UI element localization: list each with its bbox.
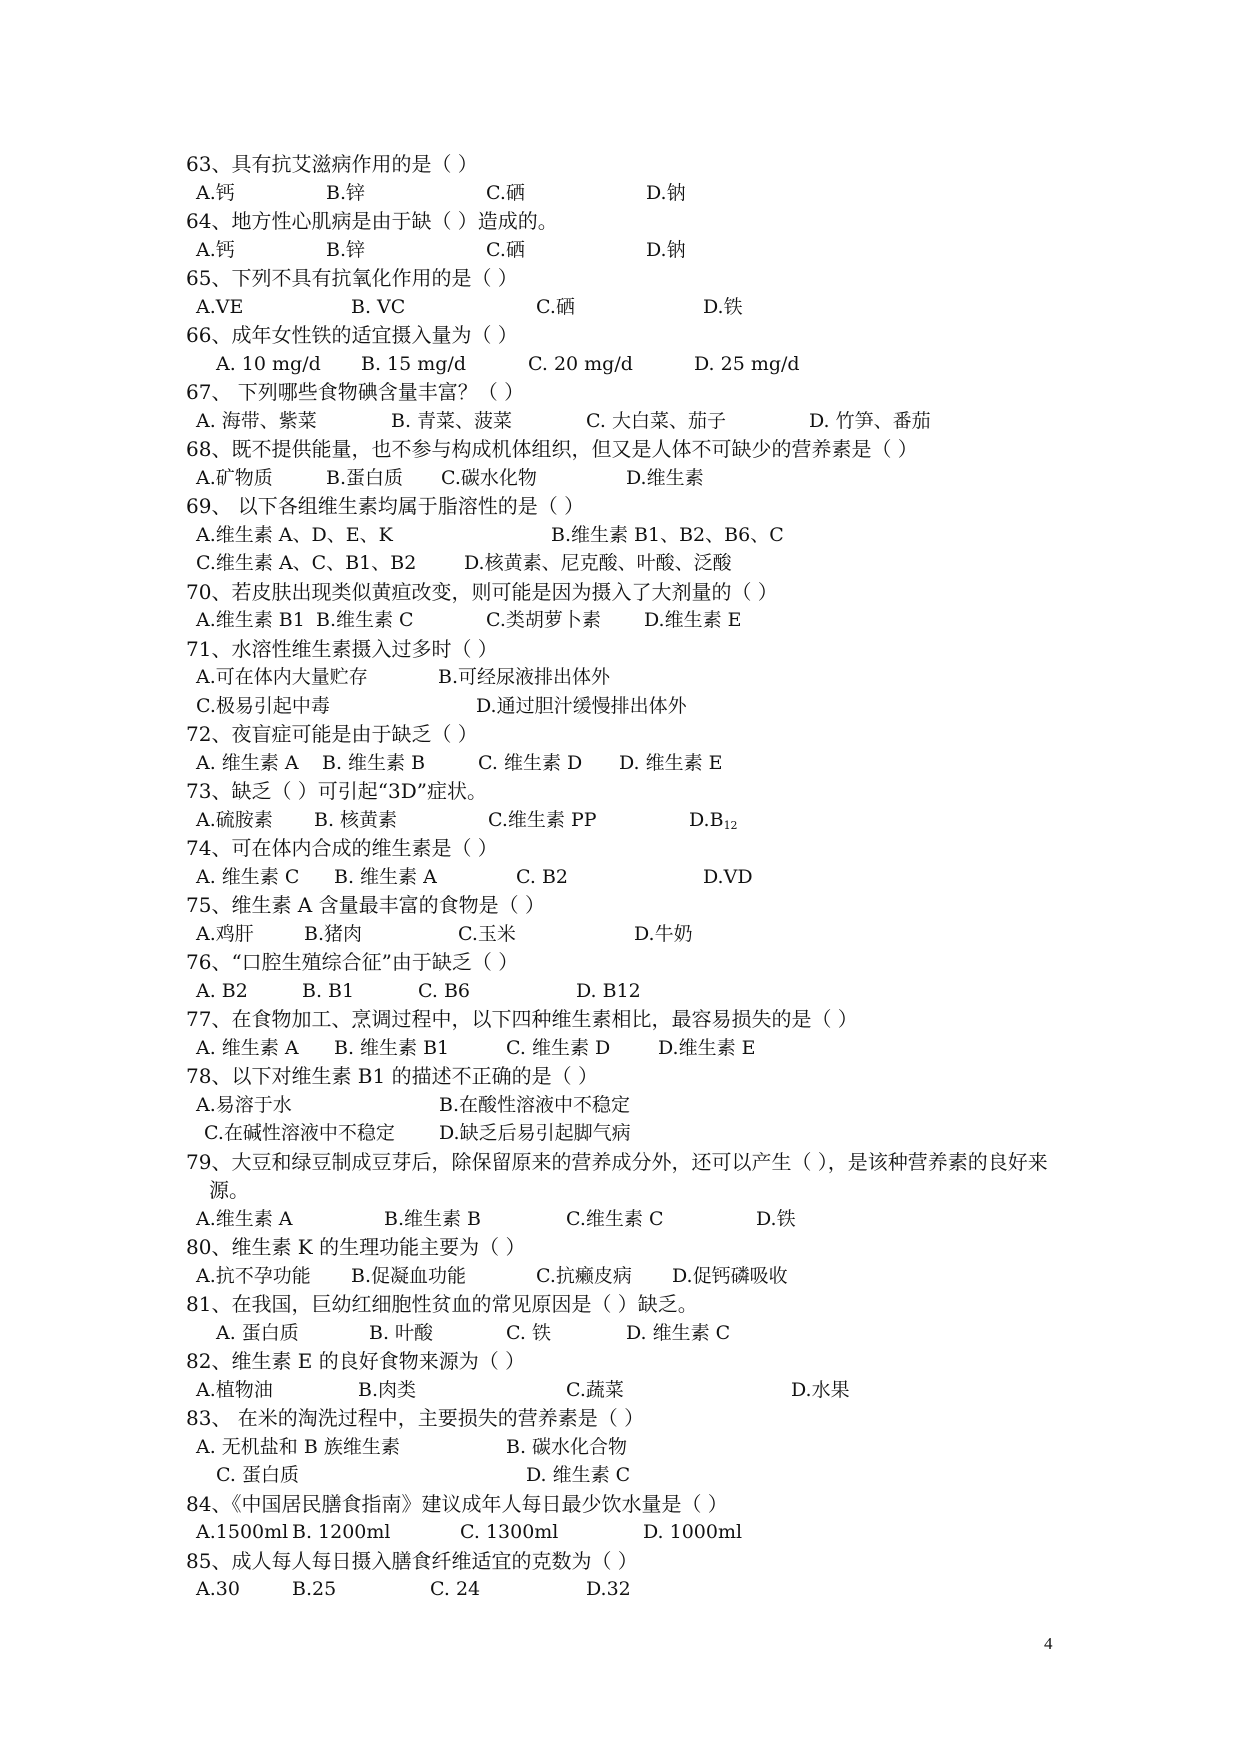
answer-option: D.水果 xyxy=(791,1378,850,1401)
answer-option: A.维生素 A、D、E、K xyxy=(196,523,393,546)
question-block xyxy=(186,1005,1066,1062)
question-block xyxy=(186,777,1066,834)
answer-option: A.钙 xyxy=(196,238,235,261)
option-line xyxy=(186,920,1066,949)
answer-option: C.硒 xyxy=(536,295,575,318)
question-block xyxy=(186,321,1066,378)
answer-option: D. 维生素 C xyxy=(626,1321,731,1344)
question-block xyxy=(186,150,1066,207)
option-line xyxy=(186,350,1066,379)
answer-option: D.核黄素、尼克酸、叶酸、泛酸 xyxy=(464,552,732,574)
option-line xyxy=(186,749,1066,778)
answer-option: D.钠 xyxy=(646,181,686,204)
answer-option: D.通过胆汁缓慢排出体外 xyxy=(476,694,687,717)
question-block xyxy=(186,834,1066,891)
option-line xyxy=(186,1319,1066,1348)
option-line xyxy=(186,293,1066,322)
option-line xyxy=(186,606,1066,635)
answer-option: C. 维生素 D xyxy=(506,1036,611,1059)
question-block xyxy=(186,891,1066,948)
answer-option: D.缺乏后易引起脚气病 xyxy=(439,1122,631,1144)
answer-option: $D.B_{12}$ xyxy=(689,808,738,832)
answer-option: A. 维生素 A xyxy=(196,1036,299,1059)
question-stem: 71、水溶性维生素摄入过多时（ ） xyxy=(186,636,498,661)
answer-option: B.维生素 C xyxy=(316,609,414,631)
subscript: 12 xyxy=(723,818,738,832)
question-stem: 77、在食物加工、烹调过程中，以下四种维生素相比，最容易损失的是（ ） xyxy=(186,1007,858,1031)
question-stem: 63、具有抗艾滋病作用的是（ ） xyxy=(186,152,478,176)
question-stem: 64、地方性心肌病是由于缺（ ）造成的。 xyxy=(186,209,558,233)
answer-option: C. 1300ml xyxy=(460,1521,559,1543)
answer-option: D.牛奶 xyxy=(634,922,693,945)
question-stem: 81、在我国，巨幼红细胞性贫血的常见原因是（ ）缺乏。 xyxy=(186,1292,698,1316)
option-line xyxy=(186,663,1066,692)
question-block xyxy=(186,1490,1066,1547)
answer-option: D.铁 xyxy=(703,295,743,318)
question-block xyxy=(186,264,1066,321)
answer-option: C.类胡萝卜素 xyxy=(486,609,601,631)
question-stem: 80、维生素 K 的生理功能主要为（ ） xyxy=(186,1235,526,1259)
answer-option: A. 10 mg/d xyxy=(216,352,321,375)
answer-option: A. 维生素 A xyxy=(196,751,299,774)
answer-option: D.维生素 E xyxy=(658,1036,756,1059)
question-block xyxy=(186,635,1066,721)
answer-option: B. 维生素 A xyxy=(334,865,437,888)
answer-option: C.硒 xyxy=(486,238,525,261)
answer-option: B.蛋白质 xyxy=(326,466,404,489)
question-stem: 66、成年女性铁的适宜摄入量为（ ） xyxy=(186,323,518,347)
question-stem: 76、“口腔生殖综合征”由于缺乏（ ） xyxy=(186,950,519,974)
page-number: 4 xyxy=(1044,1634,1053,1653)
question-stem: 75、维生素 A 含量最丰富的食物是（ ） xyxy=(186,893,545,917)
answer-option: A.1500ml xyxy=(196,1521,289,1543)
answer-option: A.维生素 A xyxy=(196,1207,293,1230)
answer-option: A.维生素 B1 xyxy=(196,609,305,631)
option-line xyxy=(186,1119,1066,1148)
answer-option: D.32 xyxy=(586,1578,631,1600)
answer-option: C.极易引起中毒 xyxy=(196,694,330,717)
option-line xyxy=(186,1433,1066,1462)
answer-option: D. B12 xyxy=(576,979,641,1002)
question-stem: 70、若皮肤出现类似黄疸改变，则可能是因为摄入了大剂量的（ ） xyxy=(186,579,778,604)
option-line xyxy=(186,1376,1066,1405)
answer-option: C.硒 xyxy=(486,181,525,204)
answer-option: C. 蛋白质 xyxy=(216,1464,299,1486)
answer-option: B. 维生素 B1 xyxy=(334,1036,450,1059)
option-line xyxy=(186,977,1066,1006)
question-stem: 65、下列不具有抗氧化作用的是（ ） xyxy=(186,266,518,290)
answer-option: A. 海带、紫菜 xyxy=(196,409,317,432)
answer-option: D.促钙磷吸收 xyxy=(672,1264,788,1287)
option-line xyxy=(186,806,1066,835)
answer-option: C.在碱性溶液中不稳定 xyxy=(204,1122,395,1144)
question-stem: 78、以下对维生素 B1 的描述不正确的是（ ） xyxy=(186,1064,598,1088)
answer-option: B.肉类 xyxy=(358,1378,417,1401)
answer-option: B.猪肉 xyxy=(304,922,363,945)
option-line xyxy=(186,1205,1066,1234)
answer-option: A. 维生素 C xyxy=(196,865,300,888)
answer-option: B.可经尿液排出体外 xyxy=(438,666,611,688)
question-block xyxy=(186,1148,1066,1234)
option-line xyxy=(186,1091,1066,1120)
answer-option: C.玉米 xyxy=(458,922,516,945)
option-line xyxy=(186,1518,1066,1547)
answer-option: D.铁 xyxy=(756,1207,796,1230)
answer-option: A.30 xyxy=(196,1578,240,1600)
answer-option: B.锌 xyxy=(326,181,366,204)
answer-option: C.抗癞皮病 xyxy=(536,1264,632,1287)
option-line xyxy=(186,1034,1066,1063)
answer-option: D. 25 mg/d xyxy=(694,352,800,375)
question-stem: 72、夜盲症可能是由于缺乏（ ） xyxy=(186,722,478,746)
answer-option: C. 24 xyxy=(430,1578,481,1600)
answer-option: B. VC xyxy=(351,295,406,318)
question-block xyxy=(186,1233,1066,1290)
answer-option: D.维生素 E xyxy=(644,609,742,631)
answer-option: C. B6 xyxy=(418,979,470,1002)
option-line xyxy=(186,179,1066,208)
answer-option: D. 维生素 E xyxy=(619,751,723,774)
question-stem: 83、 在米的淘洗过程中，主要损失的营养素是（ ） xyxy=(186,1406,645,1430)
question-block xyxy=(186,492,1066,578)
question-block xyxy=(186,435,1066,492)
answer-option: A.鸡肝 xyxy=(196,922,254,945)
answer-option: D.钠 xyxy=(646,238,686,261)
answer-option: B. 叶酸 xyxy=(369,1321,434,1344)
answer-option: B. 维生素 B xyxy=(322,751,426,774)
question-stem: 69、 以下各组维生素均属于脂溶性的是（ ） xyxy=(186,494,585,518)
question-block xyxy=(186,1290,1066,1347)
answer-option: B.25 xyxy=(292,1578,337,1600)
answer-option: A. B2 xyxy=(196,979,248,1002)
answer-option: B. 1200ml xyxy=(292,1521,391,1543)
question-block xyxy=(186,1404,1066,1490)
answer-option: B.锌 xyxy=(326,238,366,261)
option-line xyxy=(186,464,1066,493)
option-line xyxy=(186,521,1066,550)
answer-option: B.促凝血功能 xyxy=(351,1264,467,1287)
question-block xyxy=(186,1347,1066,1404)
question-stem: 67、 下列哪些食物碘含量丰富？（ ） xyxy=(186,380,525,404)
option-line xyxy=(186,549,1066,578)
question-list xyxy=(186,150,1066,1604)
option-line xyxy=(186,692,1066,721)
answer-option: B. 碳水化合物 xyxy=(506,1435,628,1458)
question-block xyxy=(186,207,1066,264)
answer-option: D.维生素 xyxy=(626,466,704,489)
answer-option: A.抗不孕功能 xyxy=(196,1264,311,1287)
answer-option: D. 竹笋、番茄 xyxy=(809,409,931,432)
question-block xyxy=(186,1547,1066,1604)
answer-option: A.VE xyxy=(196,295,244,318)
answer-option: B.维生素 B xyxy=(384,1207,482,1230)
answer-option: B. 青菜、菠菜 xyxy=(391,409,513,432)
option-line xyxy=(186,407,1066,436)
question-stem: 85、成人每人每日摄入膳食纤维适宜的克数为（ ） xyxy=(186,1548,638,1573)
option-line xyxy=(186,1262,1066,1291)
answer-option: C.维生素 C xyxy=(566,1207,664,1230)
answer-option: B. 15 mg/d xyxy=(361,352,467,375)
question-block xyxy=(186,720,1066,777)
answer-option: C.碳水化物 xyxy=(441,466,537,489)
question-block xyxy=(186,948,1066,1005)
answer-option: D.VD xyxy=(703,865,753,888)
answer-option: C.维生素 A、C、B1、B2 xyxy=(196,552,417,574)
answer-option: B. 核黄素 xyxy=(314,808,398,831)
answer-option: C. 铁 xyxy=(506,1321,551,1344)
question-stem: 84、《中国居民膳食指南》建议成年人每日最少饮水量是（ ） xyxy=(186,1491,728,1516)
answer-option: A. 蛋白质 xyxy=(216,1321,299,1344)
answer-option: D. 维生素 C xyxy=(526,1464,631,1486)
question-stem: 68、既不提供能量，也不参与构成机体组织，但又是人体不可缺少的营养素是（ ） xyxy=(186,437,918,461)
question-stem: 74、可在体内合成的维生素是（ ） xyxy=(186,836,498,860)
answer-option: A.可在体内大量贮存 xyxy=(196,666,368,688)
question-block xyxy=(186,378,1066,435)
answer-option: A.矿物质 xyxy=(196,466,273,489)
option-line xyxy=(186,1575,1066,1604)
answer-option: C. B2 xyxy=(516,865,568,888)
answer-option: A.植物油 xyxy=(196,1378,273,1401)
answer-option: A.钙 xyxy=(196,181,235,204)
answer-option: C. 维生素 D xyxy=(478,751,583,774)
answer-option: C.维生素 PP xyxy=(488,808,597,831)
option-line xyxy=(186,1461,1066,1490)
answer-option: C.蔬菜 xyxy=(566,1378,624,1401)
question-stem: 79、大豆和绿豆制成豆芽后，除保留原来的营养成分外，还可以产生（ ），是该种营养素的良好来源。 xyxy=(186,1149,1048,1202)
answer-option: A. 无机盐和 B 族维生素 xyxy=(196,1435,400,1458)
answer-option: C. 20 mg/d xyxy=(528,352,633,375)
answer-option: B.在酸性溶液中不稳定 xyxy=(439,1093,631,1116)
option-line xyxy=(186,236,1066,265)
answer-option: B. B1 xyxy=(302,979,355,1002)
question-block xyxy=(186,578,1066,635)
answer-option: B.维生素 B1、B2、B6、C xyxy=(551,523,784,546)
answer-option: D. 1000ml xyxy=(643,1521,743,1543)
option-line xyxy=(186,863,1066,892)
question-block xyxy=(186,1062,1066,1148)
answer-option: C. 大白菜、茄子 xyxy=(586,409,726,432)
answer-option: A.易溶于水 xyxy=(196,1093,292,1116)
answer-option: A.硫胺素 xyxy=(196,808,273,831)
question-stem: 82、维生素 E 的良好食物来源为（ ） xyxy=(186,1349,526,1373)
question-stem: 73、缺乏（ ）可引起“3D”症状。 xyxy=(186,779,488,803)
